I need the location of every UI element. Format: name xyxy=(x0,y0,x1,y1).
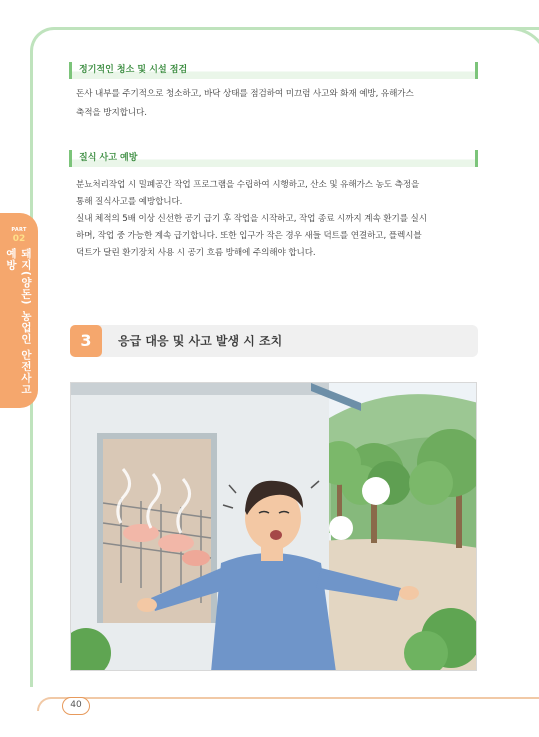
cleaning-paragraph xyxy=(76,86,474,122)
section-title: 응급 대응 및 사고 발생 시 조치 xyxy=(118,334,283,348)
page-number: 40 xyxy=(62,697,90,715)
part-number: 02 xyxy=(12,234,26,244)
page-frame-corner xyxy=(470,27,539,67)
text-line: 돈사 내부를 주기적으로 청소하고, 바닥 상태를 점검하여 미끄럼 사고와 화재 예방, 유해가스 xyxy=(76,89,414,99)
subsection-heading-suffocation: 질식 사고 예방 xyxy=(69,150,478,167)
text-line: 분뇨처리작업 시 밀폐공간 작업 프로그램을 수립하여 시행하고, 산소 및 유해가스 농도 측정을 xyxy=(76,180,420,190)
text-line: 통해 질식사고를 예방합니다. xyxy=(76,197,183,207)
part-label: PART xyxy=(11,227,27,233)
suffocation-paragraph xyxy=(76,177,474,262)
footer-line xyxy=(37,697,539,711)
part-side-tab xyxy=(0,213,38,408)
text-line: 실내 체적의 5배 이상 신선한 공기 급기 후 작업을 시작하고, 작업 종료 시까지 계속 환기를 실시 xyxy=(76,214,427,224)
text-line: 덕트가 달린 환기장치 사용 시 공기 흐름 방해에 주의해야 합니다. xyxy=(76,248,316,258)
subsection-heading-cleaning: 정기적인 청소 및 시설 점검 xyxy=(69,62,478,79)
section-number-badge: 3 xyxy=(70,325,102,357)
text-line: 하며, 작업 중 가능한 계속 급기합니다. 또한 입구가 작은 경우 새들 덕트를 연결하고, 플렉시블 xyxy=(76,231,422,241)
text-line: 축적을 방지합니다. xyxy=(76,108,147,118)
illustration-farmer-gas-leak xyxy=(71,383,477,671)
part-title: 돼지(양돈) 농업인 안전사고 예방 xyxy=(5,248,32,396)
emergency-illustration xyxy=(70,382,477,671)
section-3-header xyxy=(70,325,478,357)
